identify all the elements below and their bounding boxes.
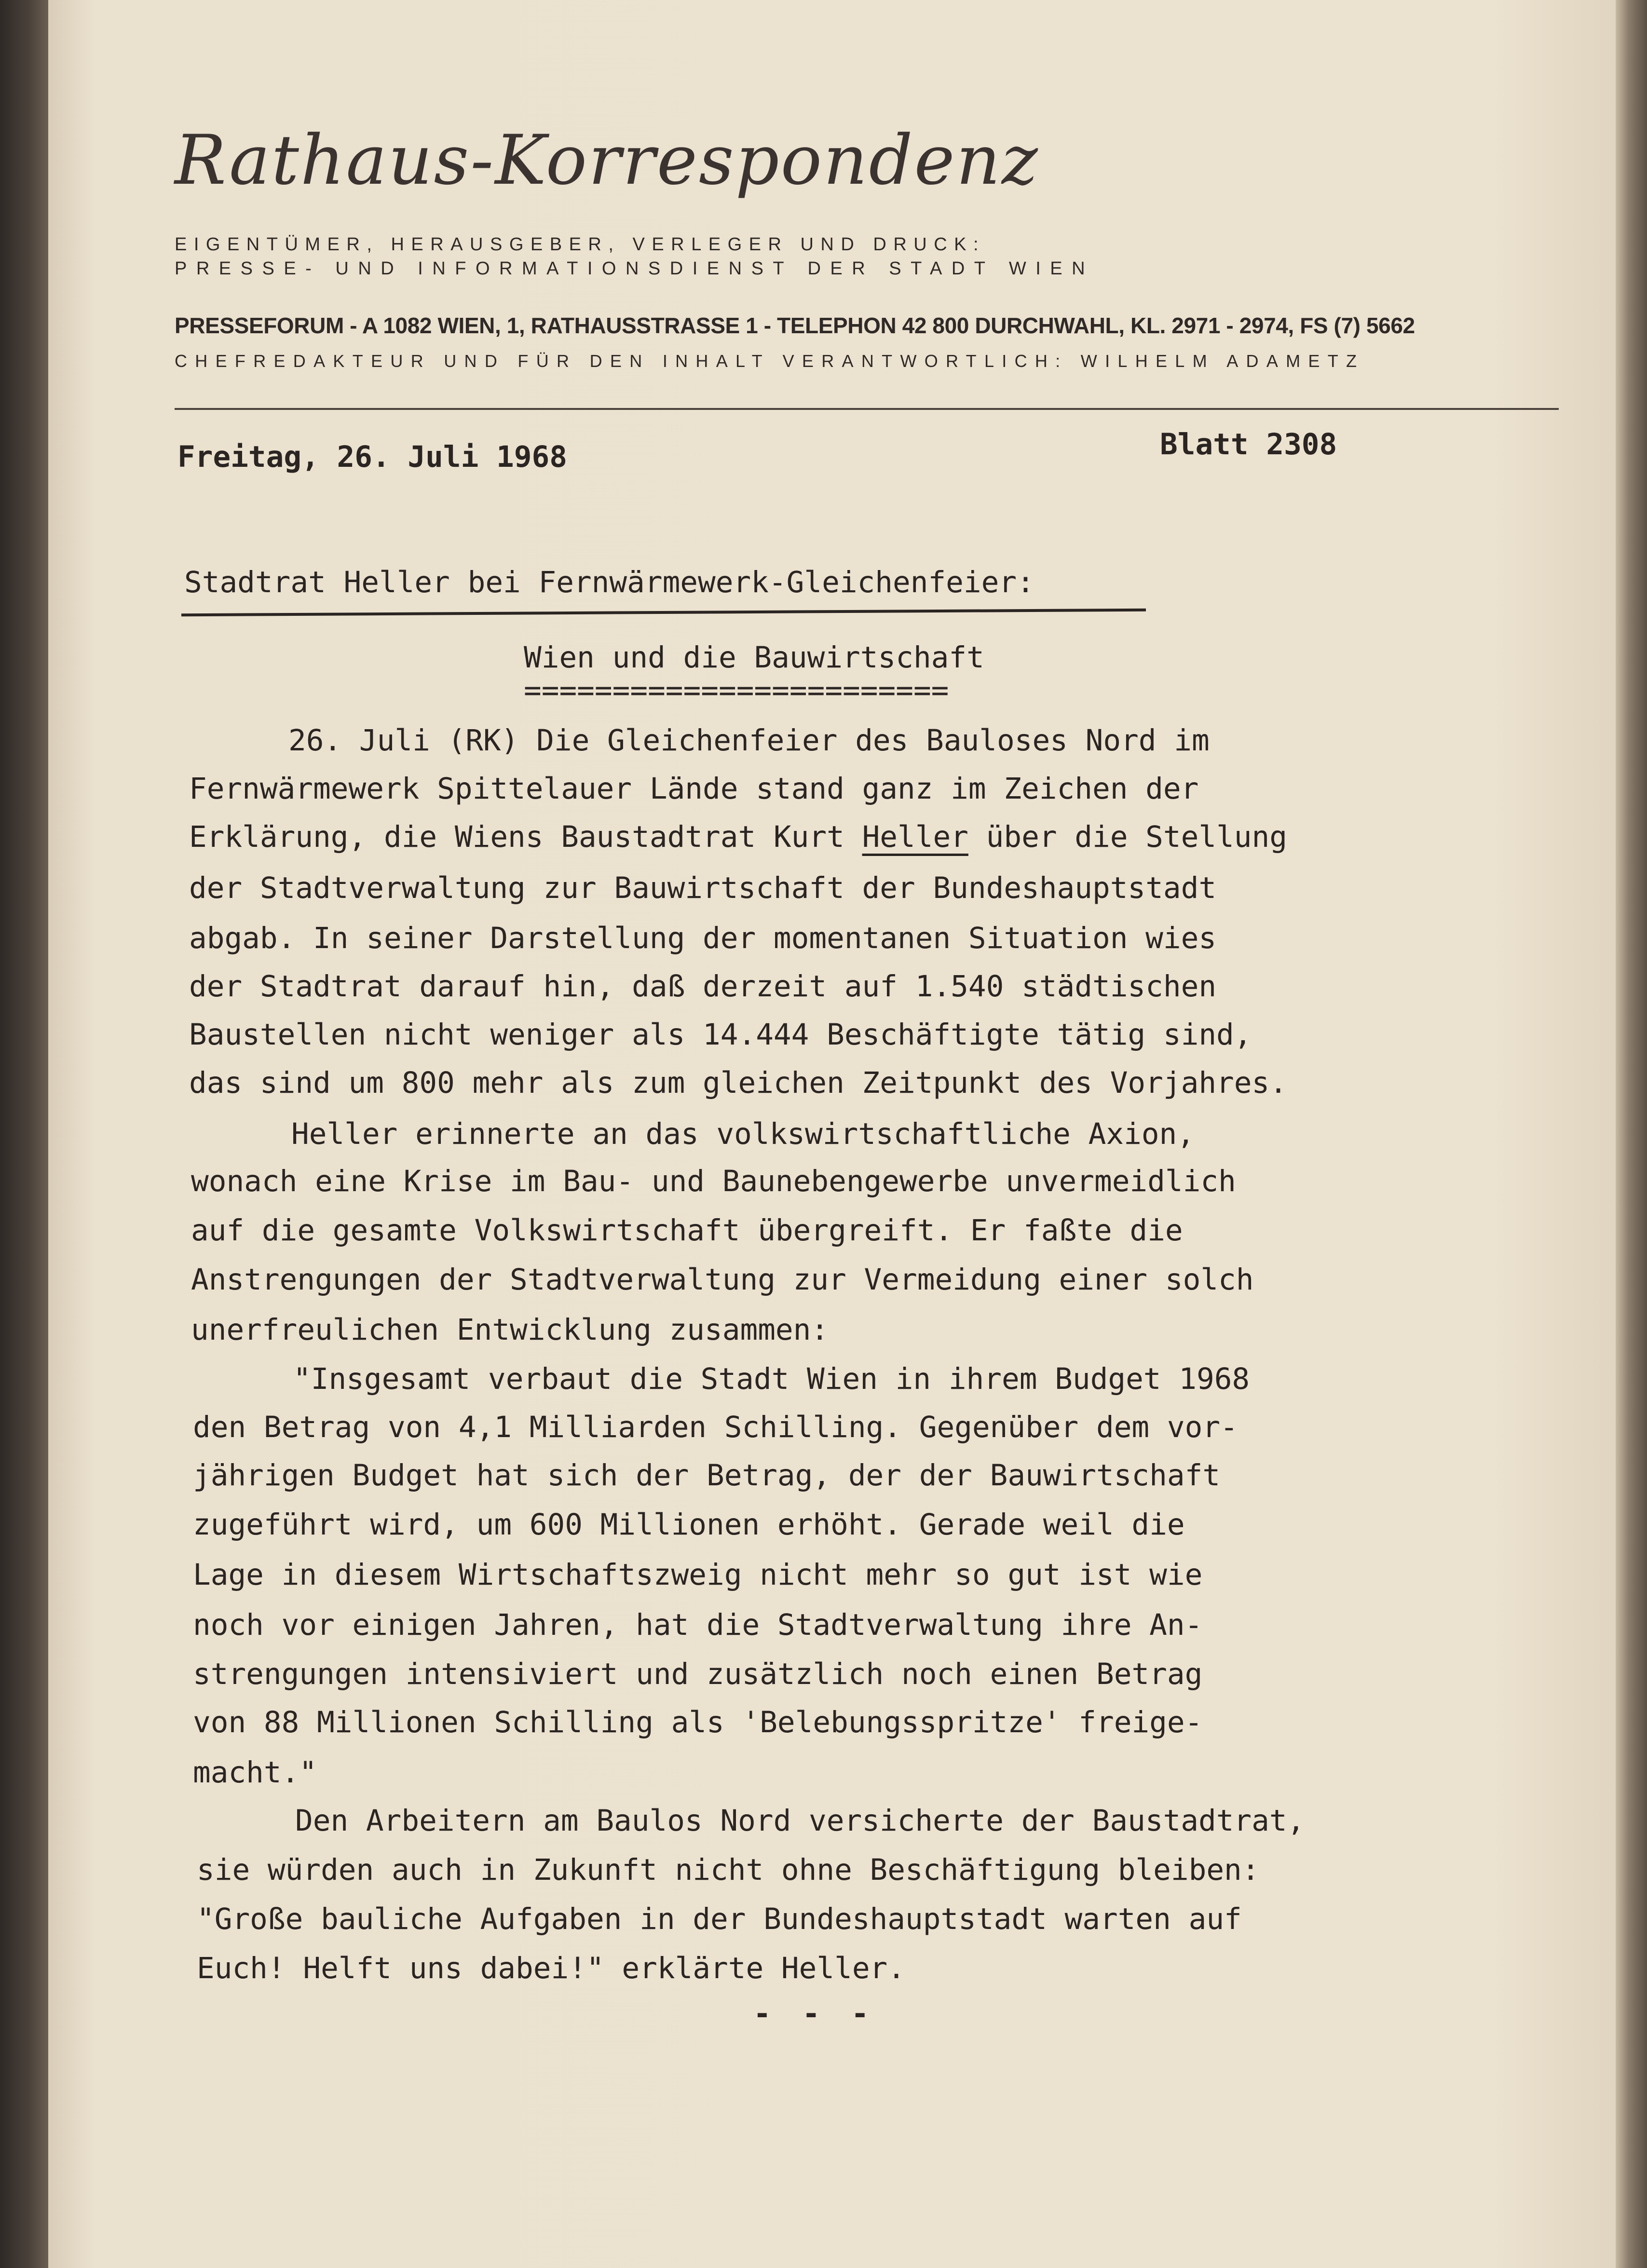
owner-line: EIGENTÜMER, HERAUSGEBER, VERLEGER UND DRUCK:: [175, 234, 986, 255]
book-binding-right: [1616, 0, 1647, 2268]
body-line-segment: Erklärung, die Wiens Baustadtrat Kurt: [189, 820, 862, 854]
body-line: 26. Juli (RK) Die Gleichenfeier des Bauloses Nord im: [288, 723, 1210, 758]
body-line: von 88 Millionen Schilling als 'Belebungsspritze' freige-: [193, 1705, 1203, 1739]
subtitle-double-rule: ========================: [524, 673, 949, 707]
body-line: der Stadtrat darauf hin, daß derzeit auf 1.540 städtischen: [189, 969, 1217, 1004]
article-headline: Stadtrat Heller bei Fernwärmewerk-Gleichenfeier:: [184, 565, 1034, 599]
end-mark: - - -: [753, 1996, 876, 2031]
body-line: unerfreulichen Entwicklung zusammen:: [191, 1313, 829, 1347]
body-line: Heller erinnerte an das volkswirtschaftliche Axion,: [291, 1117, 1195, 1151]
body-line: Lage in diesem Wirtschaftszweig nicht mehr so gut ist wie: [193, 1558, 1203, 1592]
service-line: PRESSE- UND INFORMATIONSDIENST DER STADT WIEN: [175, 258, 1095, 279]
masthead-title: Rathaus-Korrespondenz: [175, 121, 1039, 200]
body-line: "Insgesamt verbaut die Stadt Wien in ihrem Budget 1968: [293, 1362, 1250, 1396]
body-line: noch vor einigen Jahren, hat die Stadtverwaltung ihre An-: [193, 1608, 1203, 1642]
body-line: zugeführt wird, um 600 Millionen erhöht. Gerade weil die: [193, 1507, 1185, 1542]
underlined-name: Heller: [862, 820, 968, 854]
body-line: macht.": [193, 1755, 317, 1790]
book-binding-left: [0, 0, 48, 2268]
body-line: sie würden auch in Zukunft nicht ohne Beschäftigung bleiben:: [197, 1853, 1260, 1887]
editor-line: CHEFREDAKTEUR UND FÜR DEN INHALT VERANTWORTLICH: WILHELM ADAMETZ: [175, 351, 1365, 371]
address-line: PRESSEFORUM - A 1082 WIEN, 1, RATHAUSSTRASSE 1 - TELEPHON 42 800 DURCHWAHL, KL. 2971 - 2974, FS (7) 5662: [175, 313, 1415, 338]
body-line: Baustellen nicht weniger als 14.444 Beschäftigte tätig sind,: [189, 1018, 1252, 1052]
sheet-number: Blatt 2308: [1160, 427, 1337, 462]
body-line: Den Arbeitern am Baulos Nord versicherte der Baustadtrat,: [295, 1804, 1305, 1838]
body-line: abgab. In seiner Darstellung der momentanen Situation wies: [189, 921, 1217, 955]
body-line: auf die gesamte Volkswirtschaft übergreift. Er faßte die: [191, 1213, 1183, 1248]
body-line: Fernwärmewerk Spittelauer Lände stand ganz im Zeichen der: [189, 772, 1199, 806]
letterhead-divider: [175, 408, 1559, 410]
body-line: wonach eine Krise im Bau- und Baunebengewerbe unvermeidlich: [191, 1164, 1236, 1198]
document-page: [48, 0, 1616, 2268]
article-subtitle: Wien und die Bauwirtschaft: [524, 640, 984, 675]
body-line-segment: über die Stellung: [968, 820, 1287, 854]
body-line: jährigen Budget hat sich der Betrag, der der Bauwirtschaft: [193, 1458, 1221, 1493]
body-line: den Betrag von 4,1 Milliarden Schilling. Gegenüber dem vor-: [193, 1410, 1238, 1444]
body-line: der Stadtverwaltung zur Bauwirtschaft der Bundeshauptstadt: [189, 871, 1217, 905]
issue-date: Freitag, 26. Juli 1968: [177, 440, 567, 474]
body-line: Anstrengungen der Stadtverwaltung zur Vermeidung einer solch: [191, 1263, 1254, 1297]
body-line: [189, 820, 1287, 854]
body-line: Euch! Helft uns dabei!" erklärte Heller.: [197, 1951, 906, 1985]
body-line: "Große bauliche Aufgaben in der Bundeshauptstadt warten auf: [197, 1902, 1242, 1936]
body-line: strengungen intensiviert und zusätzlich noch einen Betrag: [193, 1657, 1203, 1691]
headline-block: [184, 565, 1034, 599]
headline-underline: [181, 609, 1146, 616]
body-line: das sind um 800 mehr als zum gleichen Zeitpunkt des Vorjahres.: [189, 1066, 1287, 1100]
